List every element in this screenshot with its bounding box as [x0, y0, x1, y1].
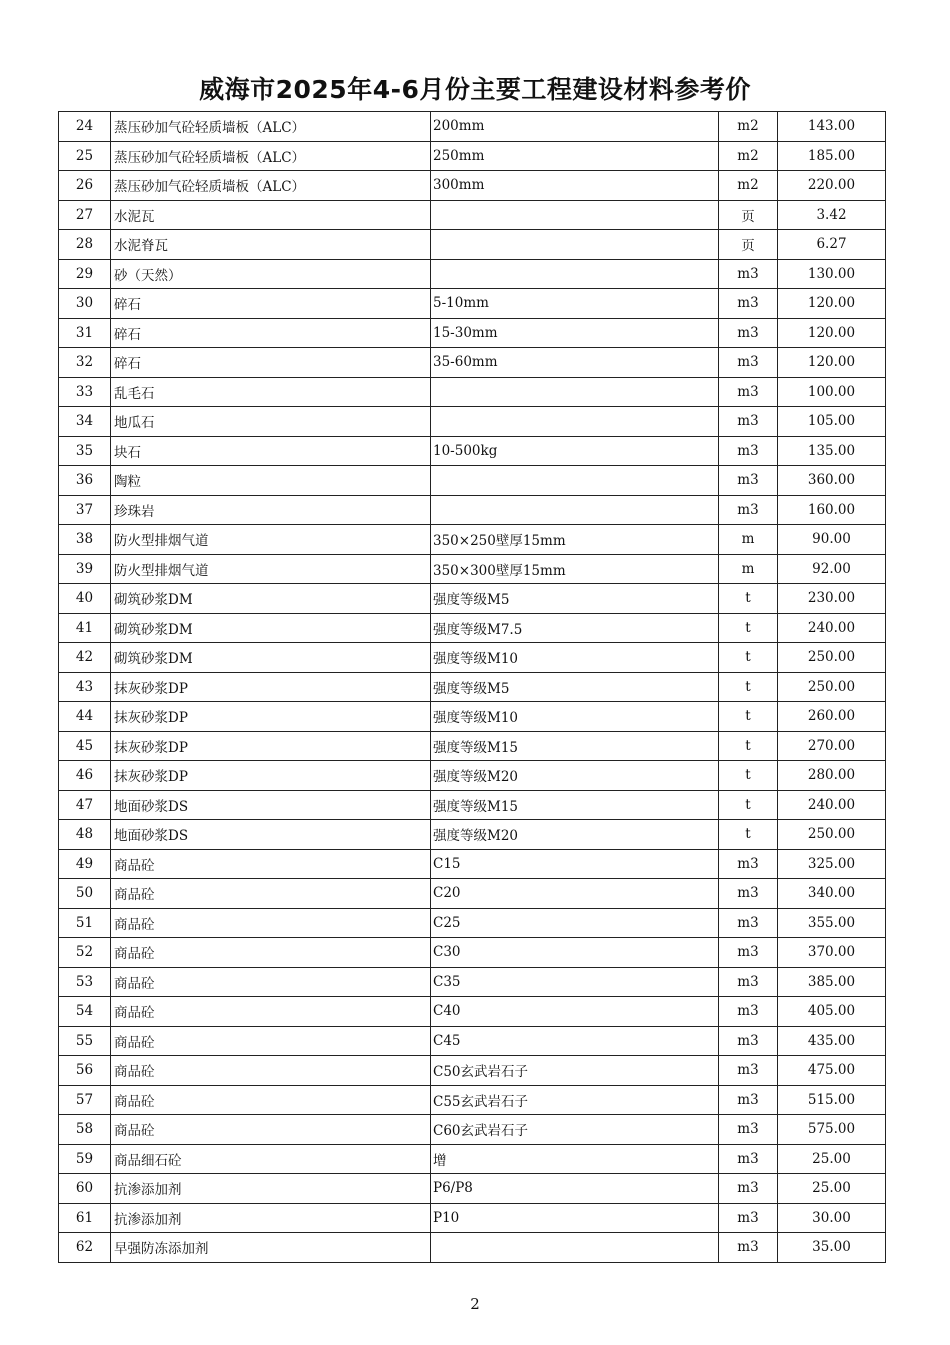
- row-number: 30: [59, 289, 111, 319]
- row-number: 40: [59, 584, 111, 614]
- material-name: 商品砼: [111, 997, 431, 1027]
- material-unit: m3: [719, 908, 778, 938]
- table-row: [59, 289, 886, 319]
- table-row: [59, 849, 886, 879]
- material-price: 575.00: [778, 1115, 886, 1145]
- table-row: [59, 525, 886, 555]
- material-price: 360.00: [778, 466, 886, 496]
- row-number: 24: [59, 112, 111, 142]
- material-name: 抹灰砂浆DP: [111, 672, 431, 702]
- row-number: 25: [59, 141, 111, 171]
- material-name: 碎石: [111, 348, 431, 378]
- page-title: 威海市2025年4-6月份主要工程建设材料参考价: [199, 75, 751, 104]
- row-number: 48: [59, 820, 111, 850]
- material-unit: t: [719, 731, 778, 761]
- material-price: 435.00: [778, 1026, 886, 1056]
- material-unit: m3: [719, 1026, 778, 1056]
- material-unit: m3: [719, 348, 778, 378]
- material-unit: m3: [719, 466, 778, 496]
- row-number: 54: [59, 997, 111, 1027]
- material-price: 120.00: [778, 318, 886, 348]
- material-spec: 强度等级M20: [431, 820, 719, 850]
- material-spec: 强度等级M15: [431, 731, 719, 761]
- table-row: [59, 938, 886, 968]
- table-row: [59, 1144, 886, 1174]
- table-row: [59, 200, 886, 230]
- row-number: 60: [59, 1174, 111, 1204]
- material-price: 90.00: [778, 525, 886, 555]
- material-unit: m3: [719, 259, 778, 289]
- row-number: 47: [59, 790, 111, 820]
- row-number: 31: [59, 318, 111, 348]
- material-name: 水泥脊瓦: [111, 230, 431, 260]
- material-unit: m3: [719, 879, 778, 909]
- table-row: [59, 702, 886, 732]
- table-row: [59, 377, 886, 407]
- material-unit: m: [719, 525, 778, 555]
- material-spec: 强度等级M7.5: [431, 613, 719, 643]
- table-row: [59, 908, 886, 938]
- material-unit: 页: [719, 230, 778, 260]
- material-spec: 强度等级M5: [431, 672, 719, 702]
- material-price: 6.27: [778, 230, 886, 260]
- material-spec: C50玄武岩石子: [431, 1056, 719, 1086]
- table-row: [59, 259, 886, 289]
- material-name: 商品砼: [111, 1115, 431, 1145]
- material-price: 230.00: [778, 584, 886, 614]
- material-spec: [431, 407, 719, 437]
- material-name: 蒸压砂加气砼轻质墙板（ALC）: [111, 112, 431, 142]
- material-spec: [431, 495, 719, 525]
- material-name: 抗渗添加剂: [111, 1203, 431, 1233]
- table-row: [59, 407, 886, 437]
- material-price: 355.00: [778, 908, 886, 938]
- material-price: 240.00: [778, 613, 886, 643]
- row-number: 29: [59, 259, 111, 289]
- material-spec: 增: [431, 1144, 719, 1174]
- material-spec: 强度等级M10: [431, 643, 719, 673]
- material-price: 370.00: [778, 938, 886, 968]
- material-spec: [431, 200, 719, 230]
- material-price: 385.00: [778, 967, 886, 997]
- table-row: [59, 790, 886, 820]
- row-number: 57: [59, 1085, 111, 1115]
- material-price: 160.00: [778, 495, 886, 525]
- material-spec: 5-10mm: [431, 289, 719, 319]
- material-price: 515.00: [778, 1085, 886, 1115]
- row-number: 27: [59, 200, 111, 230]
- material-unit: m3: [719, 849, 778, 879]
- table-row: [59, 436, 886, 466]
- material-name: 商品砼: [111, 1056, 431, 1086]
- material-unit: t: [719, 820, 778, 850]
- material-spec: [431, 466, 719, 496]
- material-unit: t: [719, 613, 778, 643]
- material-name: 商品细石砼: [111, 1144, 431, 1174]
- material-name: 蒸压砂加气砼轻质墙板（ALC）: [111, 141, 431, 171]
- row-number: 49: [59, 849, 111, 879]
- material-name: 碎石: [111, 289, 431, 319]
- material-spec: [431, 230, 719, 260]
- row-number: 35: [59, 436, 111, 466]
- material-name: 商品砼: [111, 967, 431, 997]
- material-name: 蒸压砂加气砼轻质墙板（ALC）: [111, 171, 431, 201]
- table-row: [59, 141, 886, 171]
- material-spec: [431, 1233, 719, 1263]
- material-name: 抹灰砂浆DP: [111, 731, 431, 761]
- material-spec: 10-500kg: [431, 436, 719, 466]
- row-number: 39: [59, 554, 111, 584]
- material-price: 220.00: [778, 171, 886, 201]
- material-unit: 页: [719, 200, 778, 230]
- row-number: 44: [59, 702, 111, 732]
- material-unit: m3: [719, 938, 778, 968]
- material-spec: 250mm: [431, 141, 719, 171]
- material-spec: [431, 377, 719, 407]
- material-unit: m2: [719, 171, 778, 201]
- material-name: 砌筑砂浆DM: [111, 613, 431, 643]
- material-spec: P6/P8: [431, 1174, 719, 1204]
- table-row: [59, 112, 886, 142]
- table-row: [59, 466, 886, 496]
- material-unit: m2: [719, 112, 778, 142]
- material-unit: t: [719, 584, 778, 614]
- material-spec: 350×300壁厚15mm: [431, 554, 719, 584]
- material-name: 乱毛石: [111, 377, 431, 407]
- material-name: 砌筑砂浆DM: [111, 584, 431, 614]
- row-number: 58: [59, 1115, 111, 1145]
- table-row: [59, 1085, 886, 1115]
- page-number: 2: [470, 1295, 480, 1313]
- row-number: 50: [59, 879, 111, 909]
- material-unit: t: [719, 702, 778, 732]
- price-table-body: [59, 112, 886, 1263]
- material-name: 防火型排烟气道: [111, 554, 431, 584]
- table-row: [59, 318, 886, 348]
- row-number: 42: [59, 643, 111, 673]
- table-row: [59, 879, 886, 909]
- table-row: [59, 584, 886, 614]
- material-price: 185.00: [778, 141, 886, 171]
- material-spec: P10: [431, 1203, 719, 1233]
- material-spec: 强度等级M10: [431, 702, 719, 732]
- material-spec: 强度等级M5: [431, 584, 719, 614]
- material-name: 防火型排烟气道: [111, 525, 431, 555]
- material-unit: m3: [719, 1203, 778, 1233]
- material-spec: 35-60mm: [431, 348, 719, 378]
- row-number: 37: [59, 495, 111, 525]
- material-unit: m3: [719, 289, 778, 319]
- material-unit: m3: [719, 318, 778, 348]
- material-name: 地面砂浆DS: [111, 820, 431, 850]
- material-price: 260.00: [778, 702, 886, 732]
- material-price: 35.00: [778, 1233, 886, 1263]
- material-price: 30.00: [778, 1203, 886, 1233]
- table-row: [59, 997, 886, 1027]
- material-spec: 15-30mm: [431, 318, 719, 348]
- material-price: 3.42: [778, 200, 886, 230]
- material-price: 130.00: [778, 259, 886, 289]
- material-name: 商品砼: [111, 1026, 431, 1056]
- material-name: 地面砂浆DS: [111, 790, 431, 820]
- material-spec: C15: [431, 849, 719, 879]
- row-number: 59: [59, 1144, 111, 1174]
- row-number: 41: [59, 613, 111, 643]
- material-price: 405.00: [778, 997, 886, 1027]
- table-row: [59, 554, 886, 584]
- material-unit: m: [719, 554, 778, 584]
- material-price: 143.00: [778, 112, 886, 142]
- row-number: 51: [59, 908, 111, 938]
- row-number: 46: [59, 761, 111, 791]
- material-name: 商品砼: [111, 849, 431, 879]
- row-number: 26: [59, 171, 111, 201]
- table-row: [59, 1056, 886, 1086]
- row-number: 52: [59, 938, 111, 968]
- material-price: 280.00: [778, 761, 886, 791]
- table-row: [59, 820, 886, 850]
- material-price: 250.00: [778, 672, 886, 702]
- material-price: 25.00: [778, 1174, 886, 1204]
- material-price: 250.00: [778, 643, 886, 673]
- table-row: [59, 495, 886, 525]
- material-unit: m3: [719, 1115, 778, 1145]
- row-number: 55: [59, 1026, 111, 1056]
- material-price: 120.00: [778, 348, 886, 378]
- row-number: 43: [59, 672, 111, 702]
- material-unit: m3: [719, 967, 778, 997]
- material-spec: C30: [431, 938, 719, 968]
- table-row: [59, 171, 886, 201]
- material-name: 碎石: [111, 318, 431, 348]
- table-row: [59, 1115, 886, 1145]
- material-price: 105.00: [778, 407, 886, 437]
- material-unit: m3: [719, 407, 778, 437]
- material-name: 砂（天然）: [111, 259, 431, 289]
- material-name: 商品砼: [111, 1085, 431, 1115]
- material-name: 抹灰砂浆DP: [111, 761, 431, 791]
- row-number: 34: [59, 407, 111, 437]
- material-unit: m3: [719, 1085, 778, 1115]
- material-name: 抹灰砂浆DP: [111, 702, 431, 732]
- material-price: 250.00: [778, 820, 886, 850]
- material-spec: 350×250壁厚15mm: [431, 525, 719, 555]
- material-unit: m3: [719, 377, 778, 407]
- material-unit: t: [719, 672, 778, 702]
- material-name: 水泥瓦: [111, 200, 431, 230]
- material-unit: m3: [719, 1144, 778, 1174]
- row-number: 53: [59, 967, 111, 997]
- table-row: [59, 1233, 886, 1263]
- table-row: [59, 731, 886, 761]
- row-number: 36: [59, 466, 111, 496]
- material-price: 100.00: [778, 377, 886, 407]
- material-name: 陶粒: [111, 466, 431, 496]
- row-number: 32: [59, 348, 111, 378]
- row-number: 61: [59, 1203, 111, 1233]
- material-name: 商品砼: [111, 938, 431, 968]
- material-spec: [431, 259, 719, 289]
- row-number: 45: [59, 731, 111, 761]
- table-row: [59, 1203, 886, 1233]
- row-number: 56: [59, 1056, 111, 1086]
- row-number: 38: [59, 525, 111, 555]
- table-row: [59, 761, 886, 791]
- table-row: [59, 967, 886, 997]
- material-unit: t: [719, 790, 778, 820]
- material-unit: t: [719, 761, 778, 791]
- material-unit: m3: [719, 1233, 778, 1263]
- material-spec: C55玄武岩石子: [431, 1085, 719, 1115]
- material-unit: m2: [719, 141, 778, 171]
- material-spec: C40: [431, 997, 719, 1027]
- row-number: 33: [59, 377, 111, 407]
- material-spec: C35: [431, 967, 719, 997]
- material-unit: m3: [719, 436, 778, 466]
- material-spec: C45: [431, 1026, 719, 1056]
- material-unit: m3: [719, 1056, 778, 1086]
- table-row: [59, 348, 886, 378]
- material-price: 240.00: [778, 790, 886, 820]
- material-name: 块石: [111, 436, 431, 466]
- material-spec: C20: [431, 879, 719, 909]
- material-name: 珍珠岩: [111, 495, 431, 525]
- material-price: 25.00: [778, 1144, 886, 1174]
- material-spec: C60玄武岩石子: [431, 1115, 719, 1145]
- material-spec: 强度等级M15: [431, 790, 719, 820]
- table-row: [59, 1026, 886, 1056]
- material-name: 商品砼: [111, 908, 431, 938]
- material-price: 92.00: [778, 554, 886, 584]
- table-row: [59, 643, 886, 673]
- material-unit: m3: [719, 997, 778, 1027]
- material-unit: t: [719, 643, 778, 673]
- material-price: 270.00: [778, 731, 886, 761]
- material-price: 120.00: [778, 289, 886, 319]
- material-price: 325.00: [778, 849, 886, 879]
- material-spec: 300mm: [431, 171, 719, 201]
- material-name: 商品砼: [111, 879, 431, 909]
- price-table: [58, 111, 886, 1263]
- row-number: 62: [59, 1233, 111, 1263]
- table-row: [59, 613, 886, 643]
- material-price: 135.00: [778, 436, 886, 466]
- material-name: 早强防冻添加剂: [111, 1233, 431, 1263]
- material-name: 地瓜石: [111, 407, 431, 437]
- material-spec: 200mm: [431, 112, 719, 142]
- material-unit: m3: [719, 495, 778, 525]
- row-number: 28: [59, 230, 111, 260]
- material-price: 475.00: [778, 1056, 886, 1086]
- table-row: [59, 230, 886, 260]
- material-unit: m3: [719, 1174, 778, 1204]
- material-name: 砌筑砂浆DM: [111, 643, 431, 673]
- table-row: [59, 672, 886, 702]
- material-price: 340.00: [778, 879, 886, 909]
- material-spec: 强度等级M20: [431, 761, 719, 791]
- table-row: [59, 1174, 886, 1204]
- material-spec: C25: [431, 908, 719, 938]
- material-name: 抗渗添加剂: [111, 1174, 431, 1204]
